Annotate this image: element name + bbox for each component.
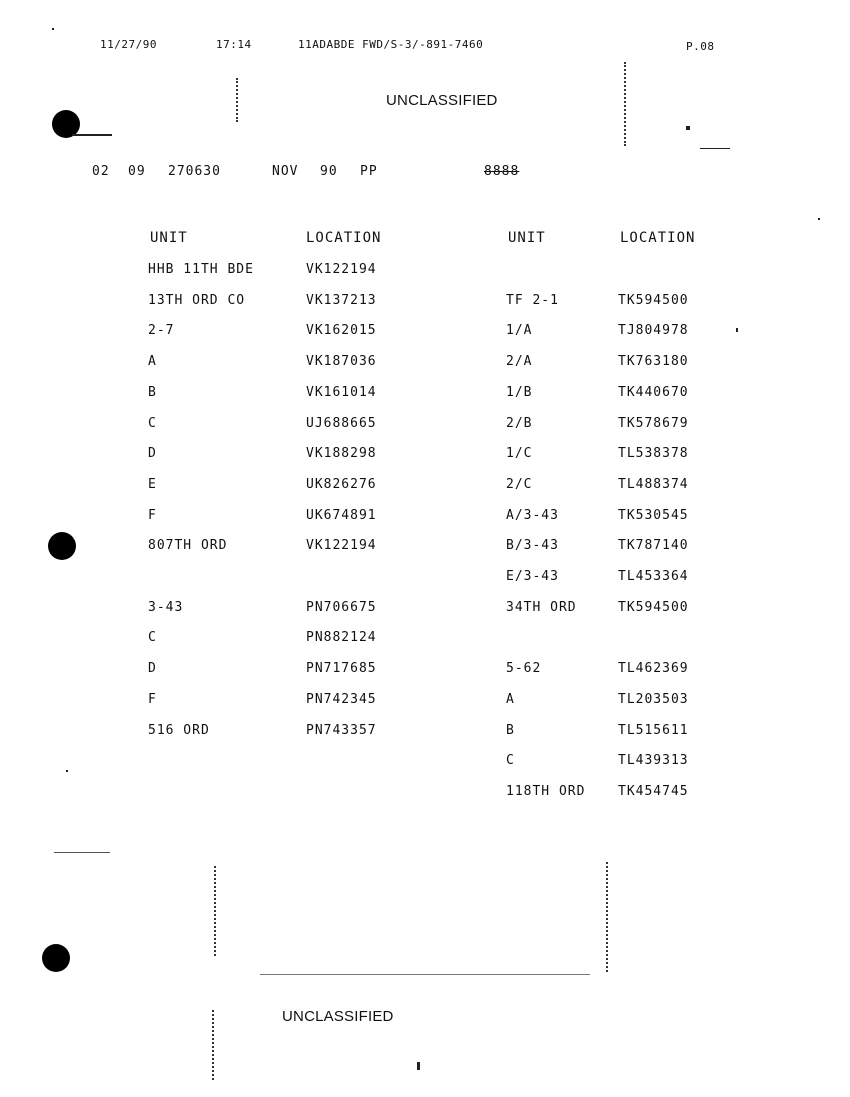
- right-location-cell: TK440670: [618, 384, 689, 400]
- left-unit-cell: 807TH ORD: [148, 538, 228, 554]
- left-unit-cell: 13TH ORD CO: [148, 292, 246, 308]
- right-location-cell: TL462369: [618, 661, 689, 677]
- scan-speck: [700, 148, 730, 149]
- right-location-cell: TK594500: [618, 292, 689, 308]
- left-location-cell: VK137213: [306, 292, 377, 308]
- right-unit-cell: 2/C: [506, 476, 533, 492]
- right-location-cell: TK787140: [618, 538, 689, 554]
- left-unit-cell: E: [148, 476, 157, 492]
- right-unit-cell: 1/B: [506, 384, 533, 400]
- scan-speck: [72, 134, 112, 136]
- left-unit-cell: 516 ORD: [148, 722, 210, 738]
- scan-speck: [686, 126, 690, 130]
- right-unit-cell: 5-62: [506, 661, 542, 677]
- left-location-cell: UK826276: [306, 476, 377, 492]
- left-unit-cell: D: [148, 661, 157, 677]
- right-unit-cell: TF 2-1: [506, 292, 559, 308]
- right-location-cell: TK578679: [618, 415, 689, 431]
- scan-speck: [818, 218, 820, 220]
- header-location-left: LOCATION: [306, 230, 382, 246]
- scan-streak: [236, 78, 240, 122]
- fax-date: 11/27/90: [100, 38, 157, 51]
- scan-streak: [624, 62, 628, 146]
- right-unit-cell: 118TH ORD: [506, 783, 586, 799]
- message-field-6: PP: [360, 164, 378, 179]
- scan-streak: [606, 862, 610, 972]
- left-unit-cell: D: [148, 446, 157, 462]
- right-location-cell: TL203503: [618, 691, 689, 707]
- message-field-5: 90: [320, 164, 338, 179]
- header-location-right: LOCATION: [620, 230, 696, 246]
- right-unit-cell: 1/A: [506, 323, 533, 339]
- right-location-cell: TL453364: [618, 569, 689, 584]
- scan-speck: [736, 328, 738, 332]
- left-unit-cell: C: [148, 415, 157, 431]
- right-unit-cell: 2/A: [506, 354, 533, 370]
- left-location-cell: PN882124: [306, 630, 377, 646]
- right-location-cell: TK594500: [618, 599, 689, 615]
- message-field-3: 270630: [168, 164, 221, 179]
- classification-top: UNCLASSIFIED: [386, 92, 498, 109]
- right-location-cell: TL515611: [618, 722, 689, 738]
- message-field-1: 02: [92, 164, 110, 179]
- binder-hole-middle: [48, 532, 76, 560]
- scan-speck: [417, 1062, 420, 1070]
- fax-routing: 11ADABDE FWD/S-3/-891-7460: [298, 38, 484, 51]
- right-location-cell: TK763180: [618, 354, 689, 370]
- right-unit-cell: C: [506, 753, 515, 769]
- left-unit-cell: B: [148, 384, 157, 400]
- right-unit-cell: 34TH ORD: [506, 599, 577, 615]
- scan-speck: [52, 28, 54, 30]
- right-location-cell: TL488374: [618, 476, 689, 492]
- left-unit-cell: C: [148, 630, 157, 646]
- left-location-cell: VK162015: [306, 323, 377, 339]
- left-location-cell: VK188298: [306, 446, 377, 462]
- right-unit-cell: 1/C: [506, 446, 533, 462]
- left-location-cell: UJ688665: [306, 415, 377, 431]
- left-unit-cell: HHB 11TH BDE: [148, 262, 254, 277]
- message-field-4: NOV: [272, 164, 299, 179]
- right-unit-cell: E/3-43: [506, 569, 559, 584]
- left-unit-cell: 2-7: [148, 323, 175, 339]
- left-unit-cell: 3-43: [148, 599, 184, 615]
- left-location-cell: VK161014: [306, 384, 377, 400]
- classification-bottom: UNCLASSIFIED: [282, 1008, 394, 1025]
- left-location-cell: PN706675: [306, 599, 377, 615]
- scan-speck: [66, 770, 68, 772]
- left-unit-cell: F: [148, 507, 157, 523]
- scan-streak: [212, 1010, 216, 1080]
- left-location-cell: VK187036: [306, 354, 377, 370]
- header-unit-right: UNIT: [508, 230, 546, 246]
- message-field-2: 09: [128, 164, 146, 179]
- scan-speck: [260, 974, 590, 975]
- left-unit-cell: F: [148, 691, 157, 707]
- fax-page-number: P.08: [686, 40, 715, 53]
- right-unit-cell: 2/B: [506, 415, 533, 431]
- header-unit-left: UNIT: [150, 230, 188, 246]
- left-location-cell: VK122194: [306, 538, 377, 554]
- right-unit-cell: A/3-43: [506, 507, 559, 523]
- left-location-cell: PN742345: [306, 691, 377, 707]
- right-location-cell: TL538378: [618, 446, 689, 462]
- right-location-cell: TJ804978: [618, 323, 689, 339]
- right-location-cell: TK530545: [618, 507, 689, 523]
- fax-time: 17:14: [216, 38, 252, 51]
- right-location-cell: TK454745: [618, 783, 689, 799]
- left-location-cell: PN717685: [306, 661, 377, 677]
- right-unit-cell: B: [506, 722, 515, 738]
- message-struck-field: 8888: [484, 164, 520, 179]
- binder-hole-bottom: [42, 944, 70, 972]
- right-unit-cell: A: [506, 691, 515, 707]
- left-location-cell: VK122194: [306, 262, 377, 277]
- scan-streak: [214, 866, 218, 956]
- left-location-cell: PN743357: [306, 722, 377, 738]
- scan-speck: [54, 852, 110, 853]
- left-unit-cell: A: [148, 354, 157, 370]
- right-unit-cell: B/3-43: [506, 538, 559, 554]
- left-location-cell: UK674891: [306, 507, 377, 523]
- right-location-cell: TL439313: [618, 753, 689, 769]
